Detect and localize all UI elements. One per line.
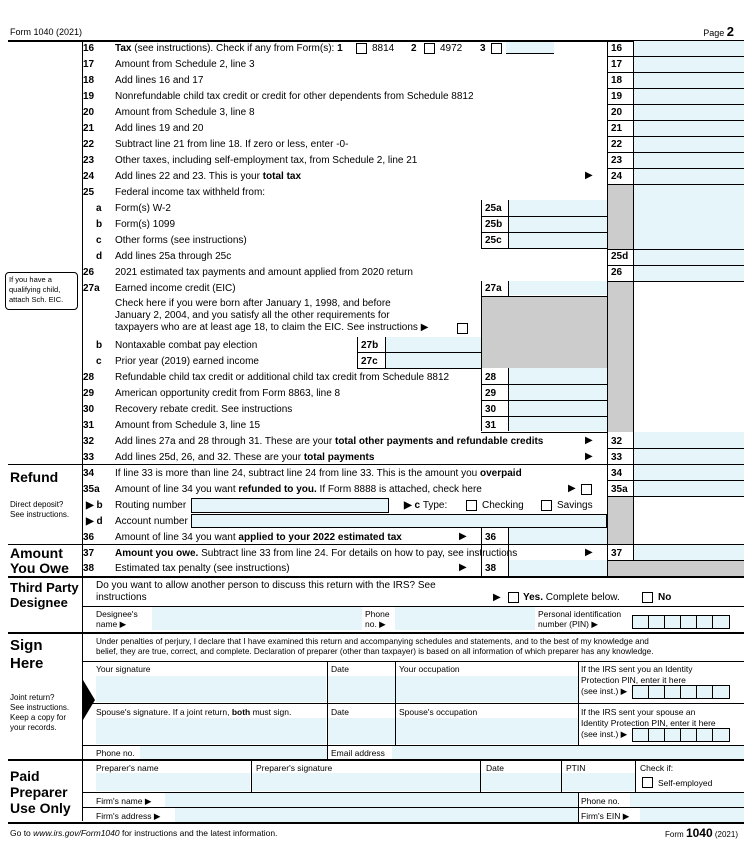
designee-pin-label-1: Personal identification [538, 609, 622, 619]
preparer-name-input[interactable] [96, 773, 250, 791]
designee-pin-label-2: number (PIN) ▶ [538, 619, 598, 629]
row-rule [607, 104, 744, 105]
mid-row-rule [481, 248, 607, 249]
sign-row2-top [83, 703, 744, 704]
shade-right-27 [607, 281, 634, 432]
ip-pin-input[interactable] [632, 685, 730, 699]
line-25d-sub: d [96, 251, 103, 262]
tpd-yes-checkbox[interactable] [508, 592, 519, 603]
email-input[interactable] [392, 746, 744, 759]
line-35c-sub: ▶ c Type: [404, 500, 448, 511]
mid-fields-25[interactable] [508, 200, 607, 248]
line-27b-sub: b [96, 340, 103, 351]
box-25a: 25a [485, 203, 502, 214]
line-18-num: 18 [83, 75, 95, 86]
self-employed-checkbox[interactable] [642, 777, 653, 788]
ptin-input[interactable] [562, 773, 635, 791]
firm-ein-input[interactable] [640, 808, 744, 822]
box-32: 32 [611, 436, 623, 447]
your-date-label: Date [331, 664, 349, 674]
box-23: 23 [611, 155, 623, 166]
box-27a: 27a [485, 283, 502, 294]
footer-form: Form 1040 (2021) [665, 826, 738, 840]
firm-ein-label: Firm's EIN ▶ [581, 811, 630, 821]
sign-note-3: Keep a copy for [10, 713, 67, 722]
line-26-label: 2021 estimated tax payments and amount applied from 2020 return [115, 267, 413, 278]
tpd-yes-label: Yes. Complete below. [523, 592, 620, 603]
sign-note-1: Joint return? [10, 693, 55, 702]
eic-note-3: attach Sch. EIC. [9, 295, 64, 304]
preparer-title [10, 768, 71, 816]
box-33: 33 [611, 452, 623, 463]
form-3-checkbox[interactable] [491, 43, 502, 54]
spouse-signature-label: Spouse's signature. If a joint return, both must sign. [96, 707, 292, 717]
line-25c-sub: c [96, 235, 102, 246]
line-28-label: Refundable child tax credit or additional child tax credit from Schedule 8812 [115, 372, 450, 383]
sign-note-4: your records. [10, 723, 57, 732]
mid-row-rule [481, 384, 607, 385]
firm-name-input[interactable] [165, 793, 578, 807]
owe-title-1: Amount [10, 545, 63, 561]
checking-checkbox[interactable] [466, 500, 477, 511]
line-35d-sub: ▶ d [86, 516, 103, 527]
arrow-icon: ▶ [493, 592, 501, 603]
row-rule [607, 496, 744, 497]
owe-title [10, 546, 69, 576]
tpd-no-label: No [658, 592, 672, 603]
mid-row-rule [481, 432, 607, 433]
line-18-label: Add lines 16 and 17 [115, 75, 204, 86]
box-17: 17 [611, 59, 623, 70]
tpd-title-2: Designee [10, 595, 68, 610]
your-occupation-input[interactable] [396, 676, 578, 702]
sign-arrow-icon [83, 680, 95, 720]
self-employed-label: Self-employed [658, 778, 713, 788]
row-rule [607, 168, 744, 169]
line-23-num: 23 [83, 155, 95, 166]
line-24-num: 24 [83, 171, 95, 182]
line-17-num: 17 [83, 59, 95, 70]
row-rule [607, 56, 744, 57]
line-19-num: 19 [83, 91, 95, 102]
arrow-icon: ▶ [568, 483, 576, 494]
sign-col-rule-4 [327, 745, 328, 759]
perjury-text-1: Under penalties of perjury, I declare that I have examined this return and accompanying schedules and statements, and to the best of my knowledge and [96, 637, 649, 646]
line-25b-sub: b [96, 219, 103, 230]
form-3-input[interactable] [506, 42, 554, 54]
mid-row-rule [481, 296, 607, 297]
line-33-label: Add lines 25d, 26, and 32. These are your total payments [115, 452, 375, 463]
box-31: 31 [485, 420, 497, 431]
row-rule [607, 448, 744, 449]
shade-right-35 [607, 496, 634, 545]
line-25d-label: Add lines 25a through 25c [115, 251, 232, 262]
preparer-signature-label: Preparer's signature [256, 763, 333, 773]
ip-pin-label-1: If the IRS sent you an Identity [581, 664, 693, 674]
line-28-num: 28 [83, 372, 95, 383]
firm-address-label: Firm's address ▶ [96, 811, 161, 821]
designee-pin-input[interactable] [632, 615, 730, 629]
arrow-icon: ▶ [585, 170, 593, 181]
eic-check-text-2: January 2, 2004, and you satisfy all the other requirements for [115, 310, 390, 321]
tpd-title-1: Third Party [10, 580, 79, 595]
line-23-label: Other taxes, including self-employment tax, from Schedule 2, line 21 [115, 155, 418, 166]
preparer-date-label: Date [486, 763, 504, 773]
designee-name-label-2: name ▶ [96, 619, 127, 629]
box-22: 22 [611, 139, 623, 150]
eic-note-2: qualifying child, [9, 285, 61, 294]
refund-note-1: Direct deposit? [10, 500, 64, 509]
box-25b: 25b [485, 219, 503, 230]
designee-name-label-1: Designee's [96, 609, 138, 619]
line-25-num: 25 [83, 187, 95, 198]
ptin-label: PTIN [566, 763, 586, 773]
line-29-label: American opportunity credit from Form 8863, line 8 [115, 388, 341, 399]
opt2-num: 2 [411, 43, 417, 54]
row-rule [607, 152, 744, 153]
line-35b-sub: ▶ b [86, 500, 103, 511]
phone-no-label: Phone no. [96, 748, 135, 758]
opt3-num: 3 [480, 43, 486, 54]
row-rule [607, 281, 744, 282]
line-30-label: Recovery rebate credit. See instructions [115, 404, 293, 415]
sp-pin-label-2: Identity Protection PIN, enter it here [581, 718, 716, 728]
line-20-label: Amount from Schedule 3, line 8 [115, 107, 255, 118]
sign-title-2: Here [10, 655, 44, 672]
line-22-num: 22 [83, 139, 95, 150]
line-25c-label: Other forms (see instructions) [115, 235, 247, 246]
firm-name-label: Firm's name ▶ [96, 796, 152, 806]
sign-note-2: See instructions. [10, 703, 70, 712]
mid-row-rule [481, 416, 607, 417]
row-rule [607, 120, 744, 121]
line-34-label: If line 33 is more than line 24, subtract line 24 from line 33. This is the amount you overpaid [115, 468, 522, 479]
designee-name-input[interactable] [152, 607, 362, 630]
mid-rule-25b [508, 200, 509, 248]
sign-rule [8, 632, 744, 634]
amount-col-25 [633, 185, 744, 249]
spouse-occupation-label: Spouse's occupation [399, 707, 478, 717]
line-32-label: Add lines 27a and 28 through 31. These are your total other payments and refundable credits [115, 436, 544, 447]
box-27c: 27c [361, 356, 378, 367]
box-30: 30 [485, 404, 497, 415]
footer-goto: Go to www.irs.gov/Form1040 for instructions and the latest information. [10, 828, 278, 838]
row-rule [607, 136, 744, 137]
preparer-title-3: Use Only [10, 800, 71, 816]
line-29-num: 29 [83, 388, 95, 399]
preparer-rule [8, 759, 744, 761]
row-rule [607, 72, 744, 73]
line-25b-label: Form(s) 1099 [115, 219, 176, 230]
line-19-label: Nonrefundable child tax credit or credit for other dependents from Schedule 8812 [115, 91, 474, 102]
line-36-label: Amount of line 34 you want applied to your 2022 estimated tax [115, 532, 402, 543]
box-36: 36 [485, 532, 497, 543]
firm-address-input[interactable] [175, 808, 578, 822]
shade-right-25 [607, 185, 634, 249]
mid-row-rule [481, 400, 607, 401]
form-4972-label: 4972 [440, 43, 463, 54]
sign-row1-top [83, 661, 744, 662]
shade-mid-27 [481, 296, 607, 368]
spouse-date-input[interactable] [328, 718, 395, 744]
firm-phone-input[interactable] [630, 793, 744, 807]
box-28: 28 [485, 372, 497, 383]
refund-title: Refund [10, 469, 59, 485]
line-36-num: 36 [83, 532, 95, 543]
row-rule [607, 560, 744, 561]
box-16: 16 [611, 43, 623, 54]
account-number-input[interactable] [191, 514, 607, 528]
prep-col-rule-4 [635, 760, 636, 792]
box-25d: 25d [611, 251, 629, 262]
eic-note [5, 272, 78, 310]
line-35a-label: Amount of line 34 you want refunded to you. If Form 8888 is attached, check here [115, 484, 482, 495]
ip-pin-label-2: Protection PIN, enter it here [581, 675, 686, 685]
box-21: 21 [611, 123, 623, 134]
line-27a-label: Earned income credit (EIC) [115, 283, 236, 294]
line-31-label: Amount from Schedule 3, line 15 [115, 420, 261, 431]
tpd-no-checkbox[interactable] [642, 592, 653, 603]
form-4972-checkbox[interactable] [424, 43, 435, 54]
amount-col-37[interactable] [633, 545, 744, 560]
perjury-text-2: belief, they are true, correct, and complete. Declaration of preparer (other than taxpayer) is based on all information of which preparer has any knowledge. [96, 647, 654, 656]
line-35d-label: Account number [115, 516, 188, 527]
form-8814-label: 8814 [372, 43, 395, 54]
refund-note [10, 500, 69, 520]
mid-field-36[interactable] [508, 528, 607, 544]
sp-pin-label-3: (see inst.) ▶ [581, 729, 628, 739]
box-26: 26 [611, 267, 623, 278]
line-27b-label: Nontaxable combat pay election [115, 340, 258, 351]
line-21-label: Add lines 19 and 20 [115, 123, 204, 134]
preparer-name-label: Preparer's name [96, 763, 159, 773]
preparer-title-2: Preparer [10, 784, 68, 800]
checking-label: Checking [482, 500, 524, 511]
line-33-num: 33 [83, 452, 95, 463]
firm-phone-label: Phone no. [581, 796, 620, 806]
savings-label: Savings [557, 500, 593, 511]
line-35a-num: 35a [83, 484, 100, 495]
tpd-question-1: Do you want to allow another person to discuss this return with the IRS? See [96, 580, 436, 591]
sp-pin-input[interactable] [632, 728, 730, 742]
sp-pin-label-1: If the IRS sent your spouse an [581, 707, 696, 717]
form-8814-checkbox[interactable] [356, 43, 367, 54]
line-27c-label: Prior year (2019) earned income [115, 356, 259, 367]
spouse-signature-input[interactable] [96, 718, 326, 744]
arrow-icon: ▶ [459, 562, 467, 573]
row-rule [607, 88, 744, 89]
line-35b-label: Routing number [115, 500, 187, 511]
routing-number-input[interactable] [191, 498, 389, 513]
line-38-num: 38 [83, 563, 95, 574]
box-27b: 27b [361, 340, 379, 351]
designee-phone-input[interactable] [395, 607, 535, 630]
preparer-date-input[interactable] [481, 773, 561, 791]
row-rule [607, 184, 744, 185]
owe-rule [8, 544, 744, 545]
tpd-rule [8, 576, 744, 578]
shade-right-38 [607, 560, 744, 576]
line-38-label: Estimated tax penalty (see instructions) [115, 563, 290, 574]
check-if-label: Check if: [640, 763, 674, 773]
mid-row-rule [357, 368, 481, 369]
line-31-num: 31 [83, 420, 95, 431]
line-20-num: 20 [83, 107, 95, 118]
your-signature-input[interactable] [96, 676, 326, 702]
amount-col-top[interactable] [633, 41, 744, 184]
line-26-num: 26 [83, 267, 95, 278]
eic-note-1: If you have a [9, 275, 52, 284]
box-29: 29 [485, 388, 497, 399]
box-20: 20 [611, 107, 623, 118]
line-37-label: Amount you owe. Subtract line 33 from line 24. For details on how to pay, see instructions [115, 548, 518, 559]
line-21-num: 21 [83, 123, 95, 134]
box-19: 19 [611, 91, 623, 102]
box-35a: 35a [611, 484, 628, 495]
eic-check-text-3: taxpayers who are at least age 18, to claim the EIC. See instructions ▶ [115, 322, 429, 333]
line-17-label: Amount from Schedule 2, line 3 [115, 59, 255, 70]
sign-title [10, 637, 43, 673]
mid-row-rule [357, 352, 481, 353]
sign-title-1: Sign [10, 637, 43, 654]
line-27c-sub: c [96, 356, 102, 367]
box-37: 37 [611, 548, 623, 559]
preparer-title-1: Paid [10, 768, 40, 784]
box-38: 38 [485, 563, 497, 574]
owe-title-2: You Owe [10, 560, 69, 576]
form-label: Form 1040 (2021) [10, 27, 83, 37]
row-rule [607, 480, 744, 481]
designee-phone-label-1: Phone [365, 609, 390, 619]
your-date-input[interactable] [328, 676, 395, 702]
eic-check-text-1: Check here if you were born after January 1, 1998, and before [115, 298, 391, 309]
line-24-label: Add lines 22 and 23. This is your total tax [115, 171, 302, 182]
line-34-num: 34 [83, 468, 95, 479]
refund-rule [8, 464, 744, 465]
your-occupation-label: Your occupation [399, 664, 460, 674]
designee-phone-label-2: no. ▶ [365, 619, 386, 629]
row-rule [607, 265, 744, 266]
box-18: 18 [611, 75, 623, 86]
mid-row-rule [481, 232, 607, 233]
box-25c: 25c [485, 235, 502, 246]
arrow-icon: ▶ [459, 531, 467, 542]
refund-note-2: See instructions. [10, 510, 70, 519]
line-25-label: Federal income tax withheld from: [115, 187, 266, 198]
eic-age-checkbox[interactable] [457, 323, 468, 334]
tpd-title [10, 580, 79, 610]
arrow-icon: ▶ [585, 451, 593, 462]
savings-checkbox[interactable] [541, 500, 552, 511]
phone-no-input[interactable] [140, 746, 327, 759]
sign-note [10, 693, 69, 733]
line-16-num: 16 [83, 43, 95, 54]
line-25a-label: Form(s) W-2 [115, 203, 171, 214]
line-27a-num: 27a [83, 283, 100, 294]
spouse-date-label: Date [331, 707, 349, 717]
email-label: Email address [331, 748, 385, 758]
line-22-label: Subtract line 21 from line 18. If zero or less, enter -0- [115, 139, 349, 150]
page-label: Page 2 [703, 24, 734, 39]
arrow-icon: ▶ [585, 547, 593, 558]
line-16-label: Tax (see instructions). Check if any from Form(s): 1 [115, 43, 343, 54]
spouse-occupation-input[interactable] [396, 718, 578, 744]
your-signature-label: Your signature [96, 664, 151, 674]
line-37-num: 37 [83, 548, 95, 559]
footer-rule [8, 822, 744, 824]
form-8888-checkbox[interactable] [581, 484, 592, 495]
line-32-num: 32 [83, 436, 95, 447]
arrow-icon: ▶ [585, 435, 593, 446]
col-rule-2 [633, 41, 634, 560]
line-25a-sub: a [96, 203, 102, 214]
mid-field-27a[interactable] [508, 281, 607, 295]
box-34: 34 [611, 468, 623, 479]
row-rule [607, 249, 744, 250]
ip-pin-label-3: (see inst.) ▶ [581, 686, 628, 696]
preparer-signature-input[interactable] [252, 773, 480, 791]
box-24: 24 [611, 171, 623, 182]
mid-rule-27a [508, 281, 509, 296]
mid-row-rule [481, 216, 607, 217]
line-30-num: 30 [83, 404, 95, 415]
mid-field-38[interactable] [508, 560, 607, 576]
tpd-question-2: instructions [96, 592, 147, 603]
